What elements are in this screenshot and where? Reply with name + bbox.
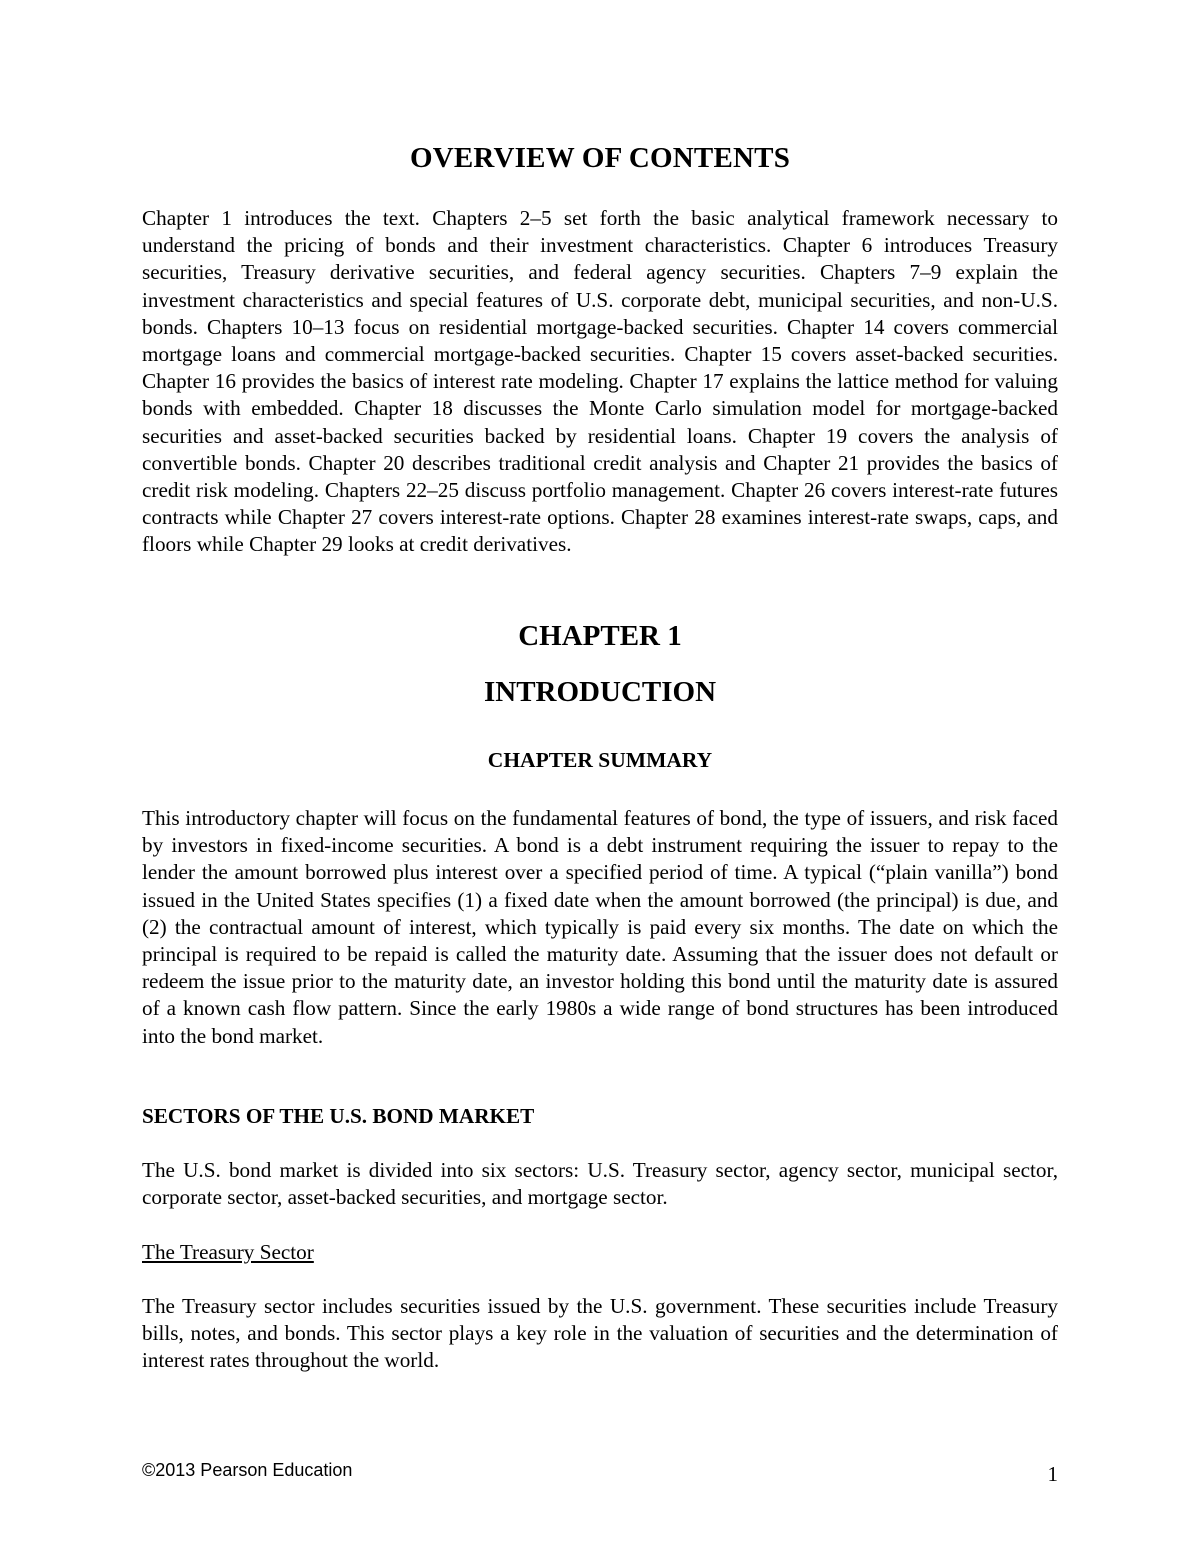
treasury-sector-heading: The Treasury Sector <box>142 1240 314 1264</box>
sectors-heading: SECTORS OF THE U.S. BOND MARKET <box>142 1104 535 1128</box>
overview-paragraph: Chapter 1 introduces the text. Chapters 2–5 set forth the basic analytical framework necessary to understand the pricing of bonds and their investment characteristics. Chapter 6 introduces Treasury securities, Treasury derivative securities, and federal agency securities. Chapters 7–9 explain the investment characteristics and special features of U.S. corporate debt, municipal securities, and non-U.S. bonds. Chapters 10–13 focus on residential mortgage-backed securities. Chapter 14 covers commercial mortgage loans and commercial mortgage-backed securities. Chapter 15 covers asset-backed securities. Chapter 16 provides the basics of interest rate modeling. Chapter 17 explains the lattice method for valuing bonds with embedded. Chapter 18 discusses the Monte Carlo simulation model for mortgage-backed securities and asset-backed securities backed by residential loans. Chapter 19 covers the analysis of convertible bonds. Chapter 20 describes traditional credit analysis and Chapter 21 provides the basics of credit risk modeling. Chapters 22–25 discuss portfolio management. Chapter 26 covers interest-rate futures contracts while Chapter 27 covers interest-rate options. Chapter 28 examines interest-rate swaps, caps, and floors while Chapter 29 looks at credit derivatives. <box>142 206 1058 557</box>
chapter-title: INTRODUCTION <box>483 676 717 708</box>
footer-copyright: ©2013 Pearson Education <box>142 1460 353 1480</box>
chapter-summary-heading: CHAPTER SUMMARY <box>487 748 713 772</box>
chapter-number: CHAPTER 1 <box>518 620 682 652</box>
treasury-sector-paragraph: The Treasury sector includes securities issued by the U.S. government. These securities include Treasury bills, notes, and bonds. This sector plays a key role in the valuation of securities and the determination of interest rates throughout the world. <box>142 1294 1058 1373</box>
overview-title: OVERVIEW OF CONTENTS <box>409 142 791 174</box>
sectors-paragraph: The U.S. bond market is divided into six sectors: U.S. Treasury sector, agency sector, municipal sector, corporate sector, asset-backed securities, and mortgage sector. <box>142 1158 1058 1210</box>
page-number: 1 <box>1047 1462 1058 1486</box>
chapter-summary-paragraph: This introductory chapter will focus on the fundamental features of bond, the type of issuers, and risk faced by investors in fixed-income securities. A bond is a debt instrument requiring the issuer to repay to the lender the amount borrowed plus interest over a specified period of time. A typical (“plain vanilla”) bond issued in the United States specifies (1) a fixed date when the amount borrowed (the principal) is due, and (2) the contractual amount of interest, which typically is paid every six months. The date on which the principal is required to be repaid is called the maturity date. Assuming that the issuer does not default or redeem the issue prior to the maturity date, an investor holding this bond until the maturity date is assured of a known cash flow pattern. Since the early 1980s a wide range of bond structures has been introduced into the bond market. <box>142 806 1058 1048</box>
document-page <box>142 0 1058 1553</box>
